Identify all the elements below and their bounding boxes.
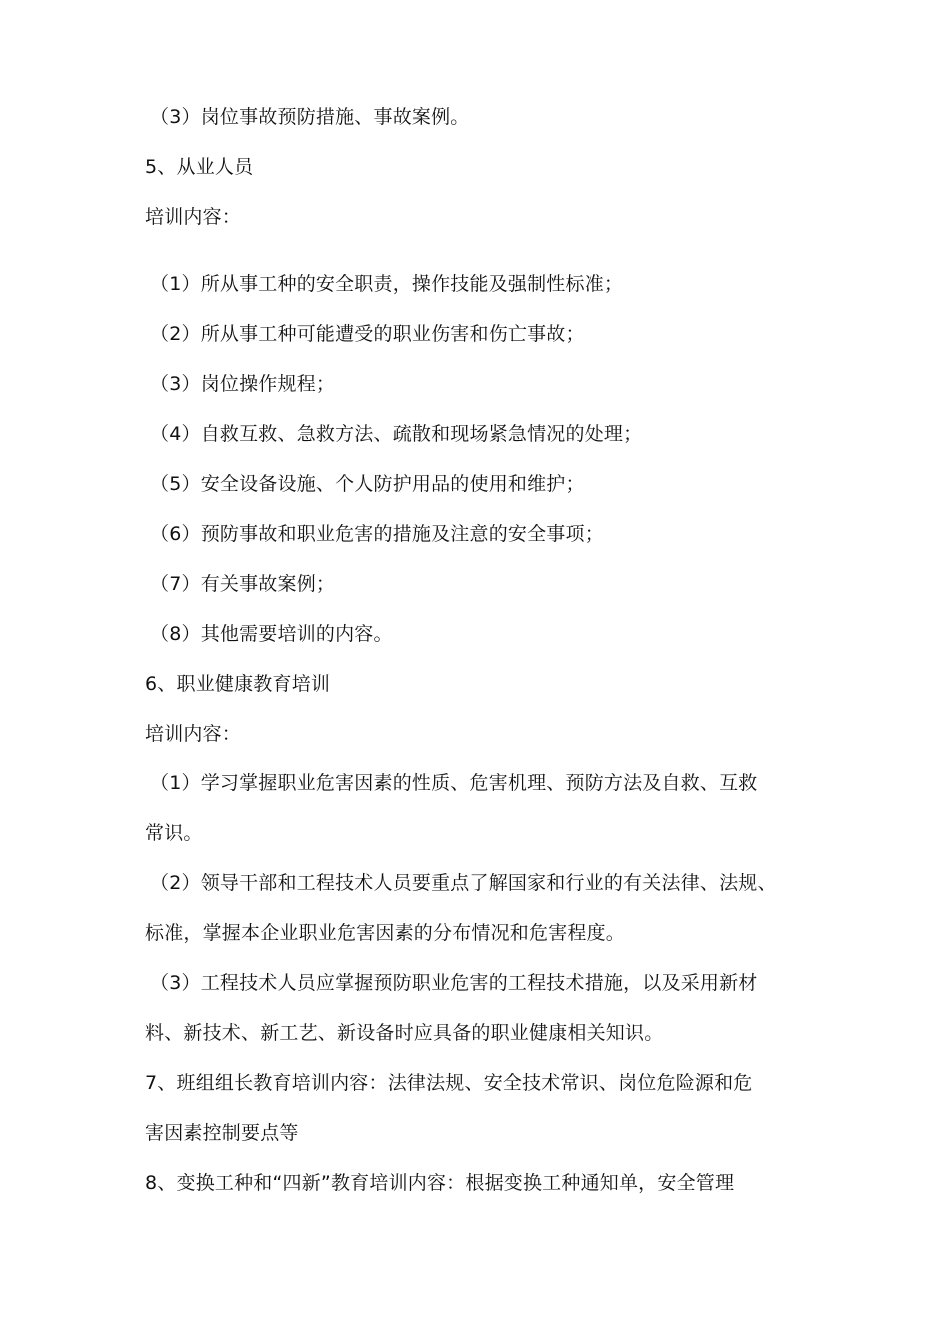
list-item: （5）安全设备设施、个人防护用品的使用和维护； (150, 473, 585, 495)
list-item: （2）所从事工种可能遭受的职业伤害和伤亡事故； (150, 323, 585, 345)
section-heading: 5、从业人员 (145, 156, 254, 178)
paragraph-line: 8、变换工种和“四新”教育培训内容：根据变换工种通知单，安全管理 (145, 1172, 735, 1194)
list-item: （1）所从事工种的安全职责，操作技能及强制性标准； (150, 273, 624, 295)
paragraph-line: 常识。 (145, 822, 203, 844)
paragraph-line: 害因素控制要点等 (145, 1122, 299, 1144)
paragraph-line: （1）学习掌握职业危害因素的性质、危害机理、预防方法及自救、互救 (150, 772, 758, 794)
paragraph-line: （3）工程技术人员应掌握预防职业危害的工程技术措施，以及采用新材 (150, 972, 758, 994)
paragraph-line: 料、新技术、新工艺、新设备时应具备的职业健康相关知识。 (145, 1022, 664, 1044)
list-item: （3）岗位事故预防措施、事故案例。 (150, 106, 470, 128)
list-item: （8）其他需要培训的内容。 (150, 623, 393, 645)
list-item: （6）预防事故和职业危害的措施及注意的安全事项； (150, 523, 604, 545)
list-item: （7）有关事故案例； (150, 573, 336, 595)
list-item: （4）自救互救、急救方法、疏散和现场紧急情况的处理； (150, 423, 643, 445)
paragraph-line: 标准，掌握本企业职业危害因素的分布情况和危害程度。 (145, 922, 626, 944)
list-item: （3）岗位操作规程； (150, 373, 336, 395)
section-heading: 6、职业健康教育培训 (145, 673, 331, 695)
training-content-label: 培训内容： (145, 206, 242, 228)
training-content-label: 培训内容： (145, 723, 242, 745)
paragraph-line: （2）领导干部和工程技术人员要重点了解国家和行业的有关法律、法规、 (150, 872, 777, 894)
paragraph-line: 7、班组组长教育培训内容：法律法规、安全技术常识、岗位危险源和危 (145, 1072, 753, 1094)
